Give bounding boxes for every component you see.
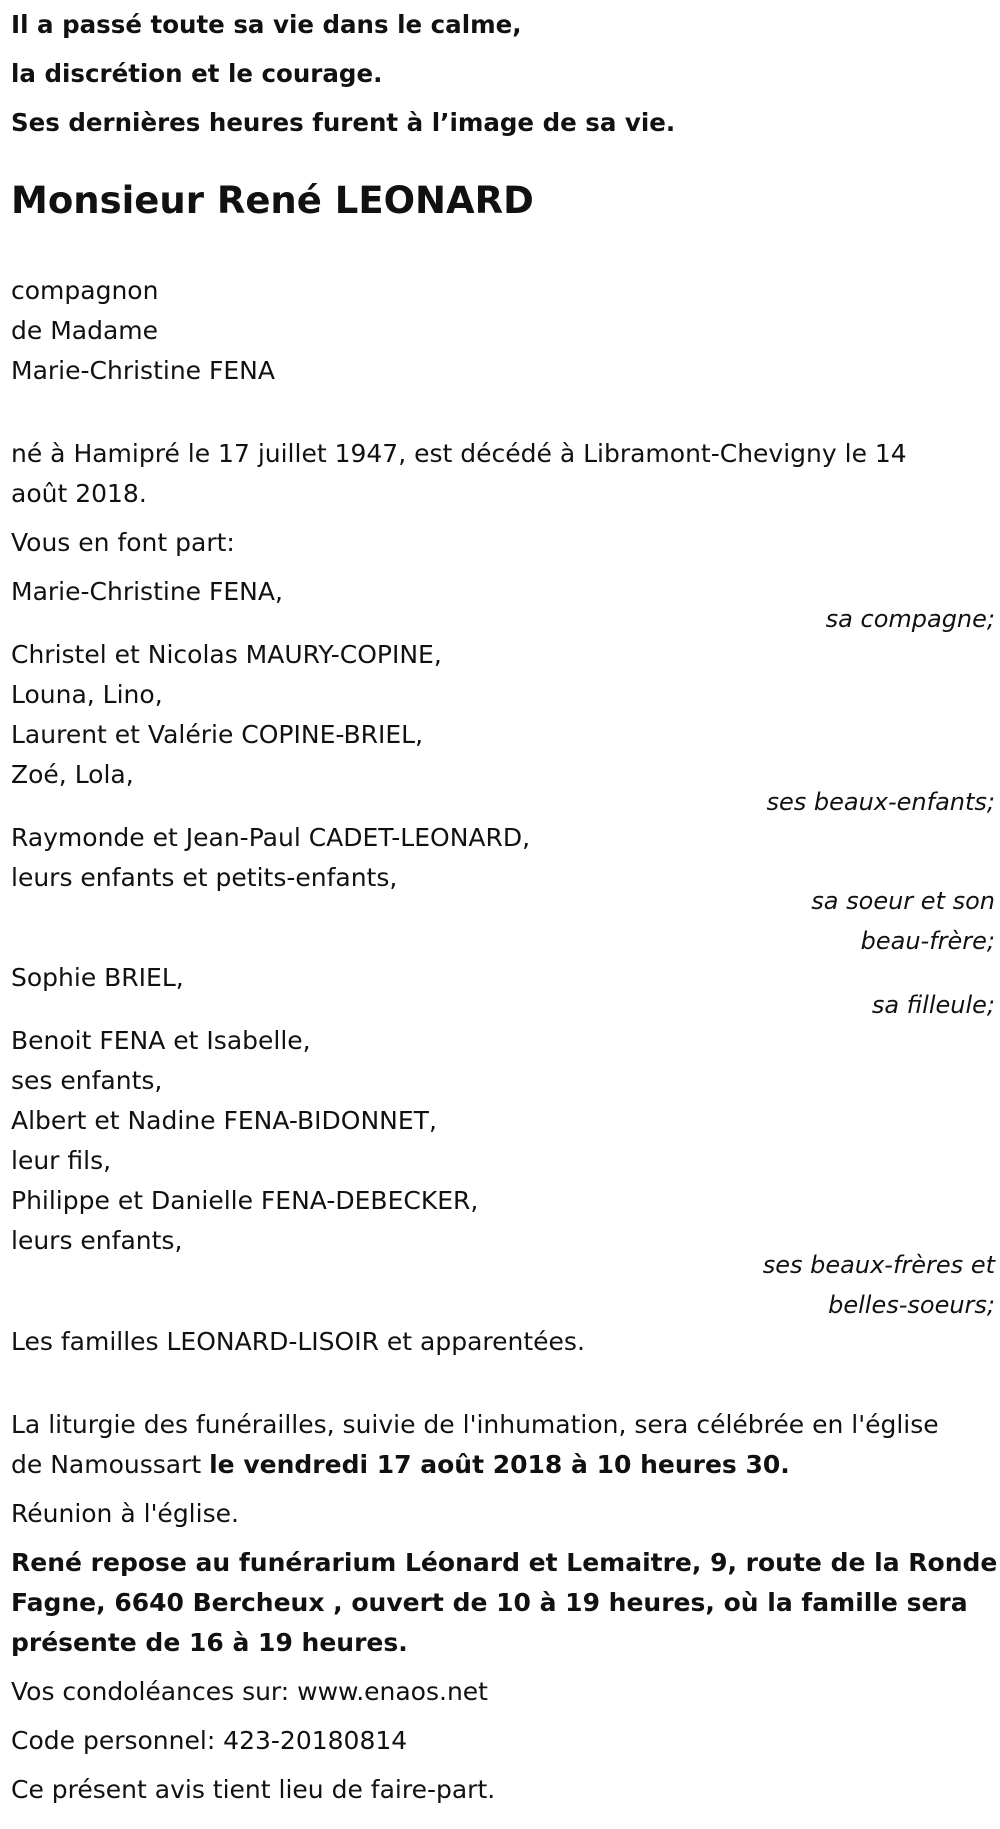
companion-line-1: compagnon bbox=[11, 276, 159, 305]
quote-line-1: Il a passé toute sa vie dans le calme, bbox=[11, 10, 522, 39]
funerarium-line-3: présente de 16 à 19 heures. bbox=[11, 1628, 408, 1657]
deceased-name: Monsieur René LEONARD bbox=[11, 179, 534, 222]
inlaw-line-4: leur fils, bbox=[11, 1146, 112, 1175]
inlaw-line-3: Albert et Nadine FENA-BIDONNET, bbox=[11, 1106, 437, 1135]
stepchild-line-2: Louna, Lino, bbox=[11, 680, 163, 709]
funerarium-line-2: Fagne, 6640 Bercheux , ouvert de 10 à 19 heures, où la famille sera bbox=[11, 1588, 968, 1617]
stepchild-line-4: Zoé, Lola, bbox=[11, 760, 134, 789]
inlaws-role-line-1: ses beaux-frères et bbox=[762, 1251, 995, 1279]
companion-name: Marie-Christine FENA, bbox=[11, 577, 283, 606]
inlaws-role-line-2: belles-soeurs; bbox=[828, 1291, 995, 1319]
personal-code: Code personnel: 423-20180814 bbox=[11, 1726, 408, 1755]
goddaughter-role: sa filleule; bbox=[871, 991, 995, 1019]
sister-role-line-1: sa soeur et son bbox=[811, 887, 995, 915]
funeral-line-2 bbox=[11, 1445, 790, 1485]
quote-line-2: la discrétion et le courage. bbox=[11, 59, 383, 88]
meeting-text: Réunion à l'église. bbox=[11, 1499, 239, 1528]
goddaughter-name: Sophie BRIEL, bbox=[11, 963, 184, 992]
birth-line-2: août 2018. bbox=[11, 479, 147, 508]
funeral-line-1: La liturgie des funérailles, suivie de l'inhumation, sera célébrée en l'église bbox=[11, 1410, 939, 1439]
inlaw-line-6: leurs enfants, bbox=[11, 1226, 183, 1255]
quote-line-3: Ses dernières heures furent à l’image de sa vie. bbox=[11, 108, 676, 137]
companion-line-3: Marie-Christine FENA bbox=[11, 356, 275, 385]
funerarium-line-1: René repose au funérarium Léonard et Lemaitre, 9, route de la Ronde bbox=[11, 1548, 998, 1577]
sister-line-1: Raymonde et Jean-Paul CADET-LEONARD, bbox=[11, 823, 531, 852]
announce-text: Vous en font part: bbox=[11, 528, 235, 557]
inlaw-line-2: ses enfants, bbox=[11, 1066, 163, 1095]
companion-role: sa compagne; bbox=[825, 605, 995, 633]
funeral-place: de Namoussart bbox=[11, 1450, 210, 1479]
families-line: Les familles LEONARD-LISOIR et apparentées. bbox=[11, 1327, 585, 1356]
inlaw-line-5: Philippe et Danielle FENA-DEBECKER, bbox=[11, 1186, 479, 1215]
companion-line-2: de Madame bbox=[11, 316, 159, 345]
sister-line-2: leurs enfants et petits-enfants, bbox=[11, 863, 398, 892]
condolences-text: Vos condoléances sur: www.enaos.net bbox=[11, 1677, 488, 1706]
funeral-date: le vendredi 17 août 2018 à 10 heures 30. bbox=[209, 1450, 790, 1479]
stepchildren-role: ses beaux-enfants; bbox=[766, 788, 995, 816]
stepchild-line-1: Christel et Nicolas MAURY-COPINE, bbox=[11, 640, 442, 669]
inlaw-line-1: Benoit FENA et Isabelle, bbox=[11, 1026, 311, 1055]
sister-role-line-2: beau-frère; bbox=[860, 927, 995, 955]
stepchild-line-3: Laurent et Valérie COPINE-BRIEL, bbox=[11, 720, 424, 749]
birth-line-1: né à Hamipré le 17 juillet 1947, est décédé à Libramont-Chevigny le 14 bbox=[11, 439, 907, 468]
notice-text: Ce présent avis tient lieu de faire-part. bbox=[11, 1775, 496, 1804]
